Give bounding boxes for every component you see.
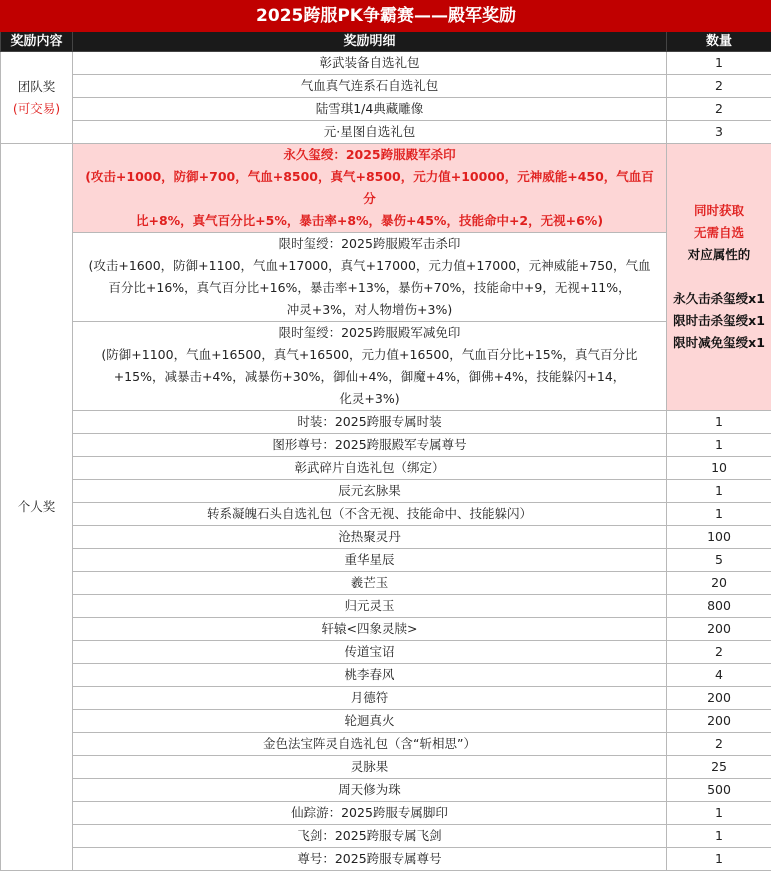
item-qty: 1 (667, 503, 771, 526)
table-row (1, 322, 771, 411)
limited-kill-seal-attrs-1: (攻击+1600，防御+1100，气血+17000，真气+17000，元力值+17000，元神威能+750，气血 (79, 255, 660, 277)
item-name: 轮迴真火 (73, 710, 667, 733)
table-row (1, 549, 771, 572)
page-title: 2025跨服PK争霸赛——殿军奖励 (1, 1, 771, 32)
table-row (1, 687, 771, 710)
table-row (1, 526, 771, 549)
header-reward-content: 奖励内容 (1, 32, 73, 52)
limited-defense-seal-attrs-3: 化灵+3%) (79, 388, 660, 410)
seal-note-line: 限时击杀玺绶x1 (671, 310, 767, 332)
table-row (1, 411, 771, 434)
item-name: 沧热聚灵丹 (73, 526, 667, 549)
limited-kill-seal (73, 233, 667, 322)
team-label: 团队奖 (5, 76, 68, 98)
item-qty: 2 (667, 733, 771, 756)
limited-kill-seal-attrs-2: 百分比+16%，真气百分比+16%，暴击率+13%，暴伤+70%，技能命中+9，无视+11%， (79, 277, 660, 299)
table-row (1, 98, 771, 121)
item-qty: 100 (667, 526, 771, 549)
item-qty: 1 (667, 848, 771, 871)
item-name: 陆雪琪1/4典藏雕像 (73, 98, 667, 121)
table-row (1, 710, 771, 733)
item-qty: 800 (667, 595, 771, 618)
seal-note-line: 限时减免玺绶x1 (671, 332, 767, 354)
permanent-seal-title: 永久玺绶：2025跨服殿军杀印 (79, 144, 660, 166)
item-name: 重华星辰 (73, 549, 667, 572)
item-name: 灵脉果 (73, 756, 667, 779)
table-row (1, 480, 771, 503)
item-name: 时装：2025跨服专属时装 (73, 411, 667, 434)
permanent-seal-attrs-1: (攻击+1000，防御+700，气血+8500，真气+8500，元力值+10000，元神威能+450，气血百分 (79, 166, 660, 210)
header-reward-detail: 奖励明细 (73, 32, 667, 52)
table-header (1, 32, 771, 52)
table-row (1, 664, 771, 687)
table-row (1, 572, 771, 595)
item-name: 羲芒玉 (73, 572, 667, 595)
item-qty: 5 (667, 549, 771, 572)
limited-defense-seal-attrs-2: +15%，减暴击+4%，减暴伤+30%，御仙+4%，御魔+4%，御佛+4%，技能躲闪+14， (79, 366, 660, 388)
item-name: 转系凝魄石头自选礼包（不含无视、技能命中、技能躲闪） (73, 503, 667, 526)
item-qty: 3 (667, 121, 771, 144)
seal-note-line: 同时获取 (671, 200, 767, 222)
seal-note-line: 对应属性的 (671, 244, 767, 266)
limited-kill-seal-title: 限时玺绶：2025跨服殿军击杀印 (79, 233, 660, 255)
item-qty: 1 (667, 52, 771, 75)
item-name: 传道宝诏 (73, 641, 667, 664)
personal-category: 个人奖 (1, 144, 73, 871)
seal-note (667, 144, 771, 411)
table-row (1, 641, 771, 664)
table-row (1, 503, 771, 526)
table-row (1, 756, 771, 779)
item-name: 月德符 (73, 687, 667, 710)
table-row (1, 457, 771, 480)
item-qty: 1 (667, 825, 771, 848)
table-row (1, 733, 771, 756)
item-name: 彰武碎片自选礼包（绑定） (73, 457, 667, 480)
table-row (1, 618, 771, 641)
item-qty: 4 (667, 664, 771, 687)
seal-note-line: 永久击杀玺绶x1 (671, 288, 767, 310)
item-name: 彰武装备自选礼包 (73, 52, 667, 75)
item-qty: 20 (667, 572, 771, 595)
item-qty: 200 (667, 687, 771, 710)
table-row (1, 121, 771, 144)
item-name: 归元灵玉 (73, 595, 667, 618)
table-row (1, 75, 771, 98)
table-row (1, 52, 771, 75)
limited-defense-seal-title: 限时玺绶：2025跨服殿军减免印 (79, 322, 660, 344)
item-name: 周天修为珠 (73, 779, 667, 802)
item-qty: 1 (667, 411, 771, 434)
item-qty: 500 (667, 779, 771, 802)
item-qty: 2 (667, 75, 771, 98)
item-name: 桃李春风 (73, 664, 667, 687)
item-name: 轩辕<四象灵牍> (73, 618, 667, 641)
limited-kill-seal-attrs-3: 冲灵+3%，对人物增伤+3%) (79, 299, 660, 321)
table-row (1, 848, 771, 871)
item-name: 金色法宝阵灵自选礼包（含“斩相思”） (73, 733, 667, 756)
item-qty: 2 (667, 98, 771, 121)
item-name: 辰元玄脉果 (73, 480, 667, 503)
item-qty: 1 (667, 480, 771, 503)
table-row (1, 779, 771, 802)
item-qty: 200 (667, 618, 771, 641)
table-row (1, 825, 771, 848)
table-row (1, 802, 771, 825)
limited-defense-seal-attrs-1: (防御+1100，气血+16500，真气+16500，元力值+16500，气血百分比+15%，真气百分比 (79, 344, 660, 366)
seal-note-line: 无需自选 (671, 222, 767, 244)
item-qty: 10 (667, 457, 771, 480)
item-name: 飞剑：2025跨服专属飞剑 (73, 825, 667, 848)
table-row (1, 233, 771, 322)
item-qty: 25 (667, 756, 771, 779)
item-name: 尊号：2025跨服专属尊号 (73, 848, 667, 871)
permanent-seal (73, 144, 667, 233)
item-name: 气血真气连系石自选礼包 (73, 75, 667, 98)
table-row (1, 434, 771, 457)
item-qty: 2 (667, 641, 771, 664)
team-category (1, 52, 73, 144)
item-qty: 200 (667, 710, 771, 733)
item-name: 元·星图自选礼包 (73, 121, 667, 144)
permanent-seal-attrs-2: 比+8%，真气百分比+5%，暴击率+8%，暴伤+45%，技能命中+2，无视+6%) (79, 210, 660, 232)
item-name: 图形尊号：2025跨服殿军专属尊号 (73, 434, 667, 457)
team-tradable-note: (可交易) (5, 98, 68, 120)
item-name: 仙踪游：2025跨服专属脚印 (73, 802, 667, 825)
limited-defense-seal (73, 322, 667, 411)
item-qty: 1 (667, 802, 771, 825)
item-qty: 1 (667, 434, 771, 457)
table-row (1, 595, 771, 618)
header-quantity: 数量 (667, 32, 771, 52)
table-row (1, 144, 771, 233)
